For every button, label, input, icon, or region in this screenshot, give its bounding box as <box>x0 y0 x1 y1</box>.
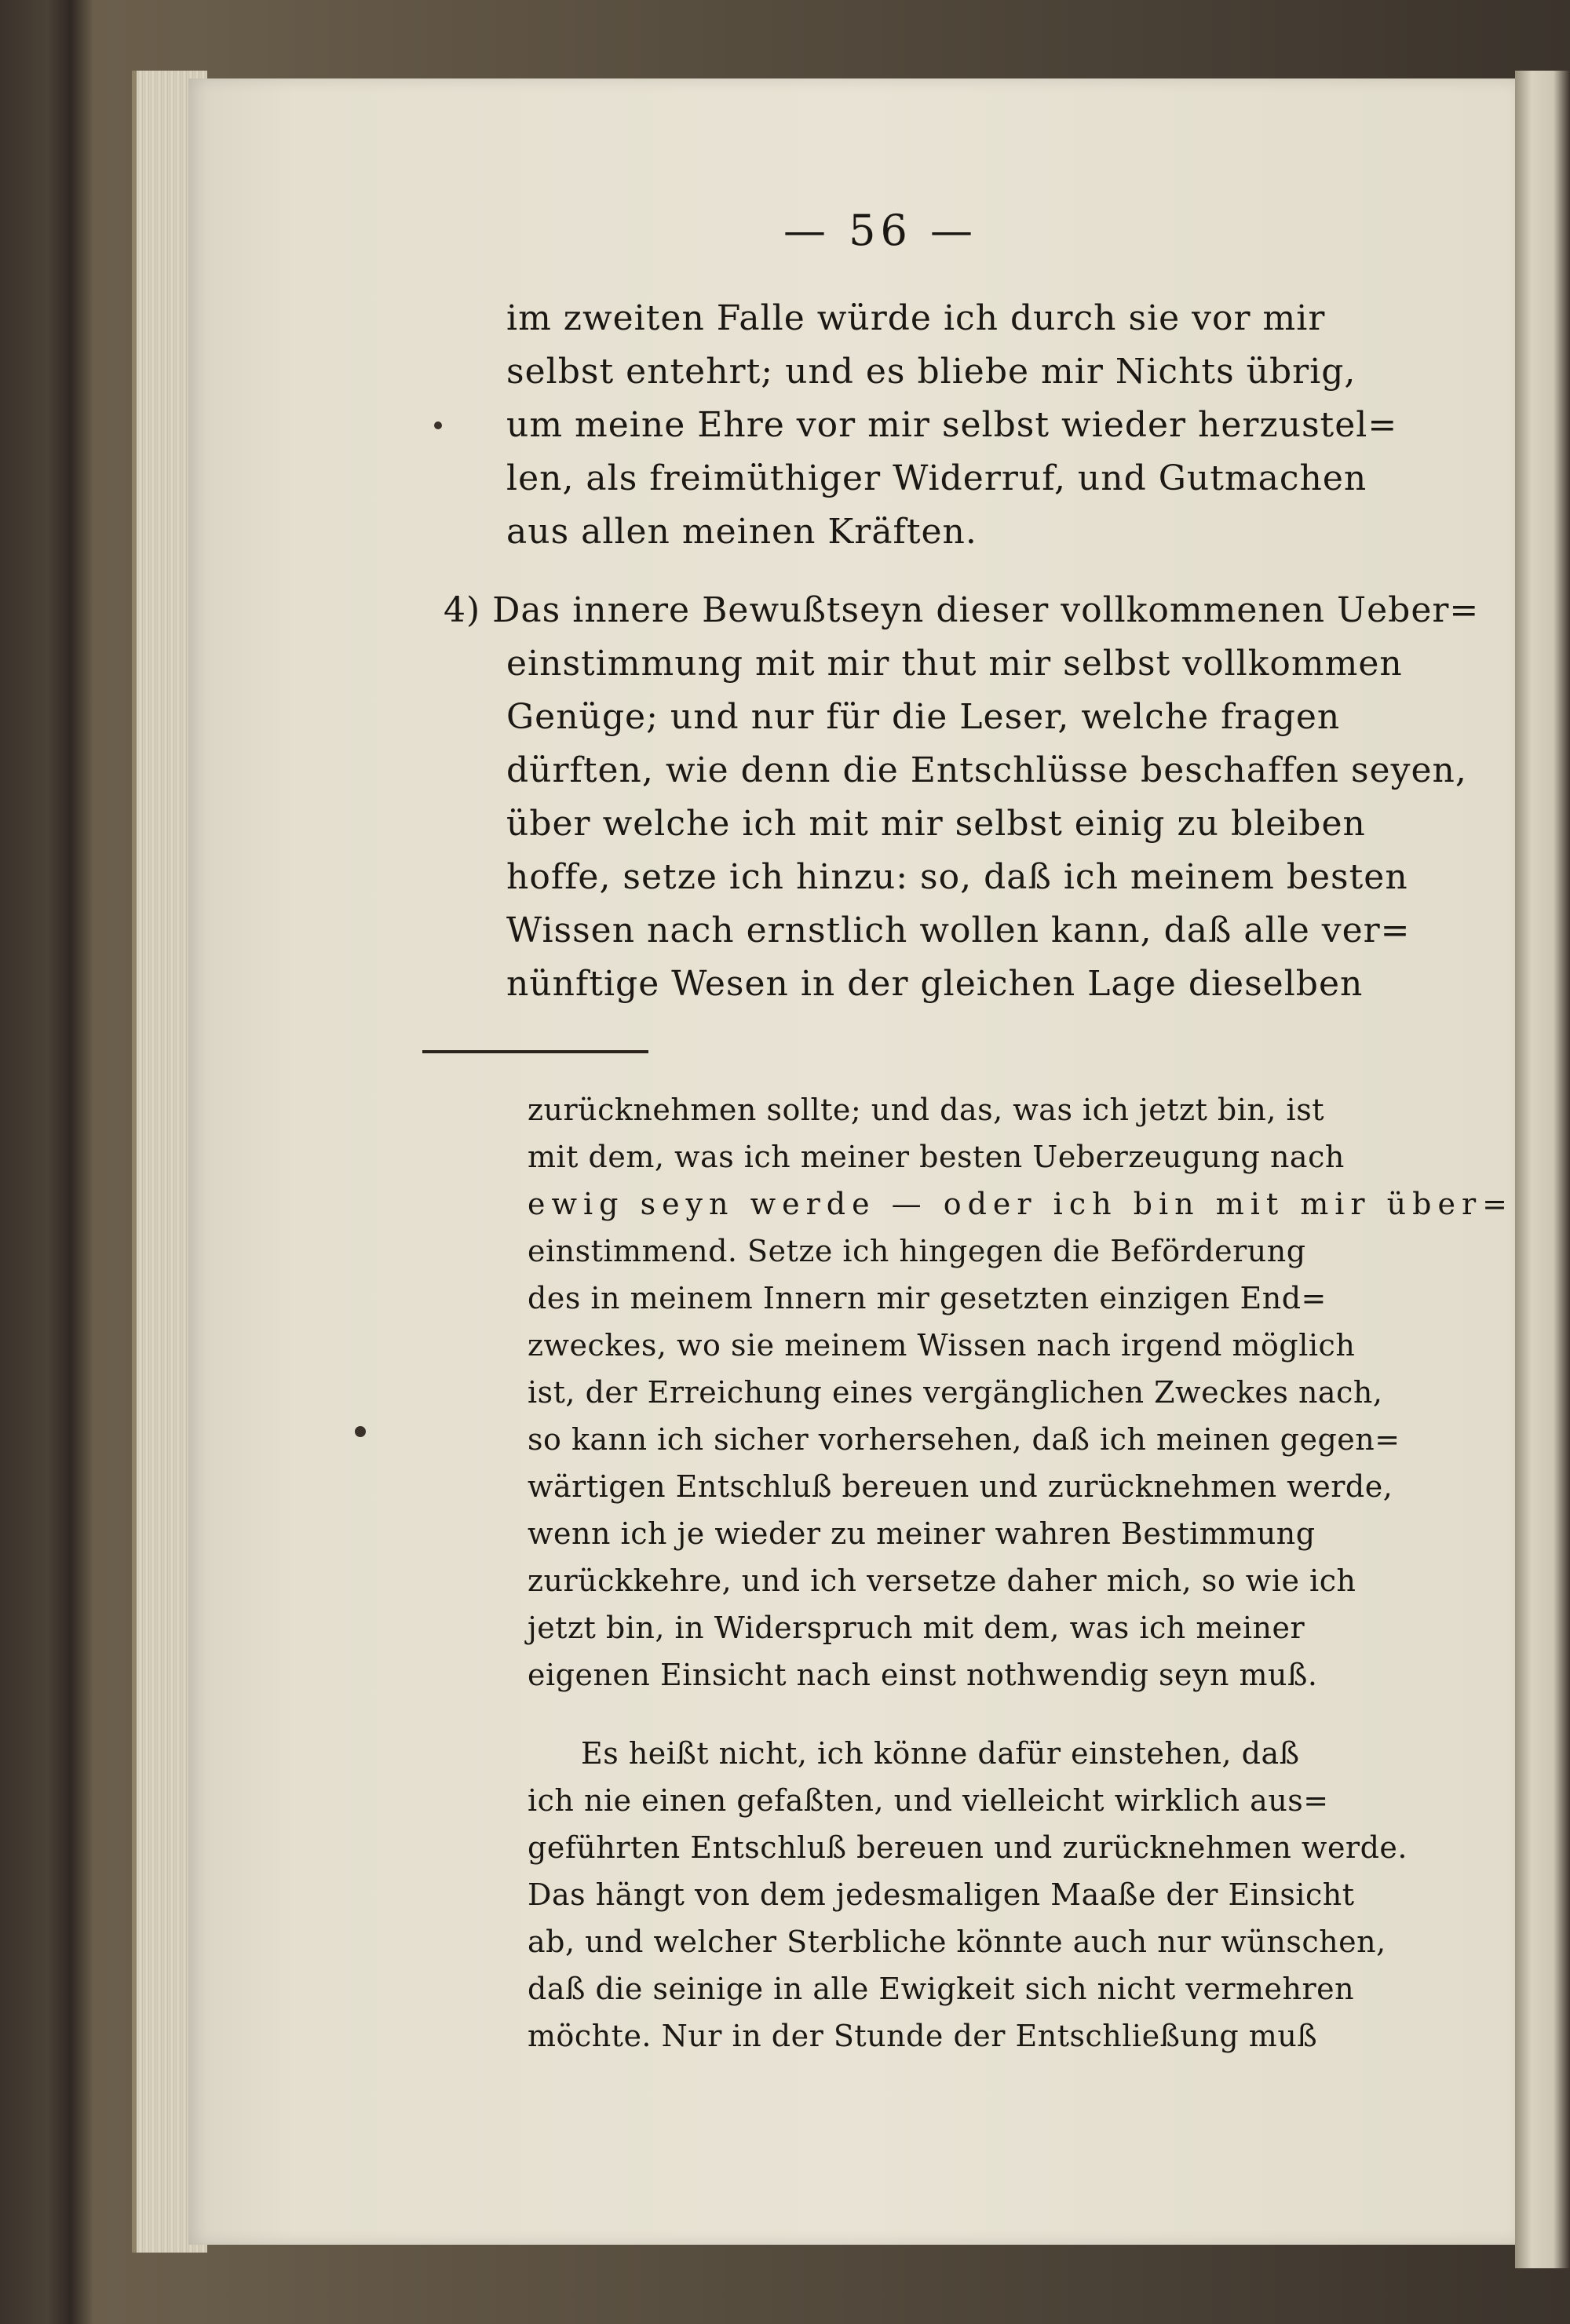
main-line: Genüge; und nur für die Leser, welche fragen <box>506 697 1341 737</box>
footnote-line: wärtigen Entschluß bereuen und zurücknehmen werde, <box>528 1469 1393 1504</box>
footnote-line: daß die seinige in alle Ewigkeit sich nicht vermehren <box>528 1972 1355 2006</box>
main-line: hoffe, setze ich hinzu: so, daß ich meinem besten <box>506 857 1408 897</box>
main-line: im zweiten Falle würde ich durch sie vor mir <box>506 298 1326 338</box>
footnote-line: ist, der Erreichung eines vergänglichen Zweckes nach, <box>528 1375 1383 1410</box>
main-line: aus allen meinen Kräften. <box>506 512 977 552</box>
ink-speck <box>434 421 442 429</box>
footnote-line: geführten Entschluß bereuen und zurücknehmen werde. <box>528 1830 1408 1865</box>
footnote-line: zurücknehmen sollte; und das, was ich jetzt bin, ist <box>528 1093 1324 1127</box>
footnote-line: ewig seyn werde — oder ich bin mit mir über= <box>528 1187 1513 1221</box>
main-line: über welche ich mit mir selbst einig zu bleiben <box>506 804 1366 844</box>
main-line: selbst entehrt; und es bliebe mir Nichts übrig, <box>506 352 1356 392</box>
main-line: einstimmung mit mir thut mir selbst vollkommen <box>506 644 1403 684</box>
footnote-line: Es heißt nicht, ich könne dafür einstehen, daß <box>581 1736 1300 1771</box>
footnote-line: zurückkehre, und ich versetze daher mich, so wie ich <box>528 1563 1356 1598</box>
ink-speck <box>355 1426 366 1437</box>
footnote-line: zweckes, wo sie meinem Wissen nach irgend möglich <box>528 1328 1356 1363</box>
page-number: — 56 — <box>783 206 978 255</box>
footnote-line: einstimmend. Setze ich hingegen die Beförderung <box>528 1234 1306 1268</box>
main-line: len, als freimüthiger Widerruf, und Gutmachen <box>506 458 1367 498</box>
facing-page-edge <box>1515 71 1570 2268</box>
footnote-line: des in meinem Innern mir gesetzten einzigen End= <box>528 1281 1327 1315</box>
footnote-line: so kann ich sicher vorhersehen, daß ich meinen gegen= <box>528 1422 1400 1457</box>
footnote-line: Das hängt von dem jedesmaligen Maaße der Einsicht <box>528 1877 1355 1912</box>
footnote-line: jetzt bin, in Widerspruch mit dem, was ich meiner <box>528 1611 1305 1645</box>
main-line: nünftige Wesen in der gleichen Lage dieselben <box>506 964 1364 1004</box>
footnote-separator-rule <box>422 1050 648 1053</box>
main-line: 4) Das innere Bewußtseyn dieser vollkommenen Ueber= <box>444 590 1480 630</box>
footnote-line: ich nie einen gefaßten, und vielleicht wirklich aus= <box>528 1783 1329 1818</box>
footnote-line: möchte. Nur in der Stunde der Entschließung muß <box>528 2019 1318 2053</box>
footnote-line: wenn ich je wieder zu meiner wahren Bestimmung <box>528 1516 1316 1551</box>
main-line: Wissen nach ernstlich wollen kann, daß alle ver= <box>506 910 1411 950</box>
main-line: dürften, wie denn die Entschlüsse beschaffen seyen, <box>506 750 1467 790</box>
footnote-line: mit dem, was ich meiner besten Ueberzeugung nach <box>528 1140 1345 1174</box>
footnote-line: eigenen Einsicht nach einst nothwendig seyn muß. <box>528 1658 1318 1692</box>
footnote-line: ab, und welcher Sterbliche könnte auch nur wünschen, <box>528 1925 1386 1959</box>
main-line: um meine Ehre vor mir selbst wieder herzustel= <box>506 405 1398 445</box>
